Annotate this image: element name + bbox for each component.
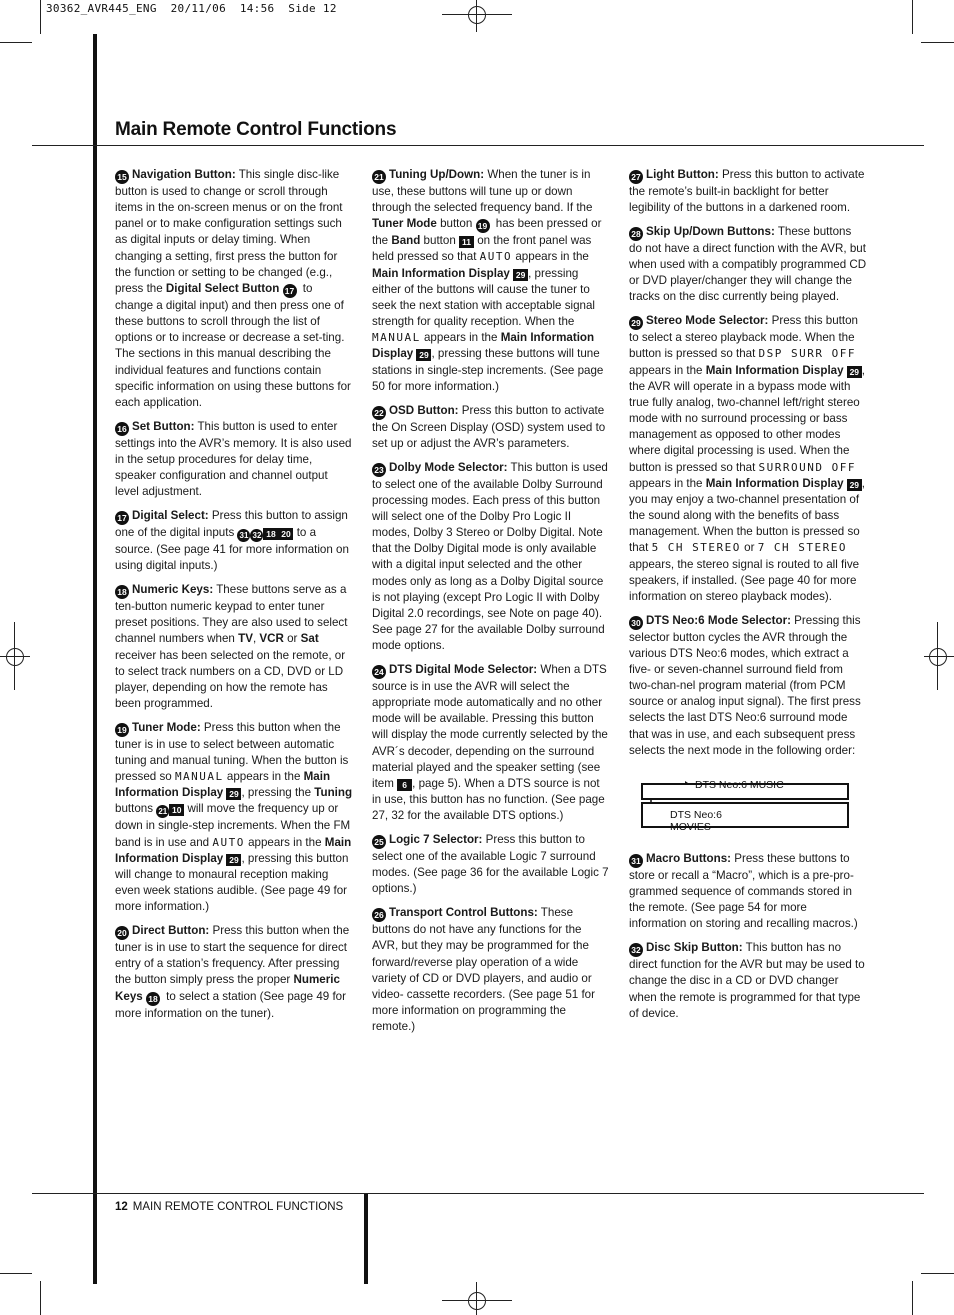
reference-badge: 6: [397, 779, 412, 791]
item-16-set-button: [115, 419, 353, 501]
item-number-badge: 16: [115, 422, 129, 436]
item-heading: Navigation Button:: [132, 168, 236, 181]
item-heading: DTS Neo:6 Mode Selector:: [646, 613, 791, 627]
item-text: Press these buttons to store or recall a “Macro”, which is a pre-pro-grammed sequence of commands stored in the remote. (See page 54 for more information on storing and recalling macros.): [629, 851, 858, 931]
item-heading: Stereo Mode Selector:: [646, 314, 769, 328]
item-number-badge: 28: [629, 227, 643, 241]
item-20-direct-button: [115, 923, 353, 1022]
item-text: , the AVR will operate in a bypass mode with true fully analog, two-channel left/right stereo mode with no surround processing or bass management as opposed to other modes where digital processing is used. When the button is pressed so that: [629, 363, 866, 474]
item-text: on the front panel was held pressed so that: [372, 234, 592, 264]
item-text: When the tuner is in use, these buttons will tune up or down through the selected frequency band. If the: [372, 168, 593, 215]
registration-line: [937, 622, 938, 690]
item-text: These buttons do not have a direct function with the AVR, but when used with a compatibly programmed CD or DVD player/changer they will change the tracks on the disc currently being played.: [629, 225, 867, 304]
reference-badge: 29: [226, 854, 241, 866]
item-number-badge: 19: [115, 723, 129, 737]
inline-bold: Numeric Keys: [115, 973, 340, 1003]
reference-badge: 29: [847, 366, 862, 378]
mode-label-music: DTS Neo:6 MUSIC: [695, 778, 784, 791]
crop-mark: [40, 0, 41, 34]
page-number: 12: [115, 1201, 128, 1213]
item-26-transport-control-buttons: [372, 905, 610, 1035]
item-number-badge: 20: [115, 926, 129, 940]
reference-badge: 20: [278, 528, 293, 540]
item-heading: Dolby Mode Selector:: [389, 460, 508, 474]
item-text: buttons: [115, 802, 157, 816]
item-text: This single disc-like button is used to change or scroll through items in the on-screen menus or on the front panel or to make configuration settings such as digital inputs or delay timing. When changing a setting, first press the button for the function or setting to be changed (e.g., press the: [115, 168, 343, 295]
item-text: Press this button to assign one of the digital inputs: [115, 509, 348, 540]
item-27-light-button: [629, 167, 867, 216]
crop-mark: [912, 0, 913, 34]
reference-badge: 32: [250, 529, 263, 542]
inline-bold: Tuning: [314, 786, 353, 800]
item-32-disc-skip-button: [629, 940, 867, 1022]
neo6-mode-cycle-diagram: [629, 771, 867, 837]
item-28-skip-up-down-buttons: [629, 224, 867, 306]
reference-badge: 31: [237, 529, 250, 542]
footer-section-label: MAIN REMOTE CONTROL FUNCTIONS: [132, 1201, 344, 1213]
item-number-badge: 26: [372, 908, 386, 922]
item-29-stereo-mode-selector: [629, 313, 867, 605]
crop-mark: [921, 1273, 954, 1274]
crop-mark: [0, 1273, 32, 1274]
inline-bold: Tuner Mode: [372, 217, 437, 231]
display-text: SURROUND OFF: [758, 460, 857, 474]
inline-bold: Digital Select Button: [165, 281, 280, 295]
crop-mark: [40, 1281, 41, 1315]
item-heading: Skip Up/Down Buttons:: [646, 225, 775, 238]
page-title: Main Remote Control Functions: [115, 119, 397, 140]
item-heading: OSD Button:: [389, 403, 459, 417]
inline-bold: Main Information Display: [372, 266, 510, 280]
print-slug: 30362_AVR445_ENG 20/11/06 14:56 Side 12: [46, 2, 337, 15]
item-heading: Set Button:: [132, 419, 195, 433]
item-number-badge: 31: [629, 854, 643, 868]
display-text: MANUAL: [372, 331, 421, 345]
item-number-badge: 23: [372, 463, 386, 477]
item-text: appears, the stereo signal is routed to all five speakers, if installed. (See page 40 for more information on stereo playback modes).: [629, 557, 860, 603]
item-text: , page 5). When a DTS source is not in use, this button has no function. (See page 27, 32 for the available DTS options.): [372, 776, 605, 823]
item-text: This button has no direct function for the AVR but may be used to change the disc in a CD or DVD changer when the remote is programmed for that type of device.: [629, 941, 865, 1020]
item-heading: Numeric Keys:: [132, 583, 214, 597]
item-23-dolby-mode-selector: [372, 460, 610, 655]
crop-mark: [0, 42, 32, 43]
reference-badge: 19: [476, 219, 490, 233]
item-25-logic-7-selector: [372, 832, 610, 897]
item-text: Press this button to activate the remote’s built-in backlight for better legibility of the buttons in a darkened room.: [629, 168, 865, 215]
inline-bold: Sat: [300, 632, 319, 646]
item-text: These buttons serve as a ten-button numeric keypad to enter tuner preset positions. They are also used to select channel numbers when: [115, 583, 348, 646]
item-text: Press this button to select a stereo playback mode. When the button is pressed so that: [629, 314, 858, 361]
item-number-badge: 21: [372, 170, 386, 184]
item-number-badge: 22: [372, 406, 386, 420]
item-heading: Disc Skip Button:: [646, 941, 743, 955]
registration-line: [924, 656, 954, 657]
item-text: , pressing the: [241, 786, 315, 800]
item-text: These buttons do not have any functions for the AVR, but they may be programmed for the forward/reverse play operation of a wide variety of CD or DVD players, and audio or video- cassette recorders. (See page 51 for more information on programming the remote.): [372, 906, 595, 1034]
item-15-navigation-button: [115, 167, 353, 411]
registration-line: [476, 0, 477, 32]
item-heading: Logic 7 Selector:: [389, 833, 483, 847]
item-21-tuning-up-down: [372, 167, 610, 395]
column-3: [629, 167, 867, 1030]
inline-bold: Main Information Display: [705, 476, 844, 490]
mode-label-movies: DTS Neo:6: [670, 808, 722, 821]
inline-bold: Main Information Display: [115, 770, 331, 800]
item-text: has been pressed or the: [372, 217, 602, 248]
item-text: or: [740, 541, 758, 555]
crop-mark: [921, 42, 954, 43]
item-text: will move the frequency up or down in single-step increments. When the FM band is in use and: [115, 802, 351, 849]
column-2: [372, 167, 610, 1043]
column-1: [115, 167, 353, 1029]
item-text: This button is used to select one of the available Dolby Surround processing modes. Each press of this button will select one of the Dolby Pro Logic II modes, Dolby 3 Stereo or Dolby Digital. Note that the Dolby Digital mode is only available with a digital input selected and the other modes only as long as a Dolby Digital source is not playing (except Pro Logic II with Dolby Digital 2.0 recordings, see Note on page 40). See page 27 for the available Dolby surround mode options.: [372, 460, 608, 653]
item-text: Press this button to select one of the available Logic 7 surround modes. (See page 36 for the available Logic 7 options.): [372, 833, 609, 896]
item-text: , pressing these buttons will tune stations in single-step increments. (See page 50 for more information.): [372, 347, 604, 393]
item-text: button: [420, 234, 460, 248]
reference-badge: 18: [263, 528, 278, 540]
registration-line: [14, 622, 15, 690]
reference-badge: 29: [847, 479, 862, 491]
footer-bar: [364, 1194, 368, 1284]
reference-badge: 11: [459, 236, 474, 248]
item-number-badge: 25: [372, 835, 386, 849]
item-text: appears in the: [244, 835, 325, 849]
item-text: , pressing either of the buttons will cause the tuner to seek the next station with acceptable signal strength for quality reception. When the: [372, 266, 595, 329]
item-heading: Macro Buttons:: [646, 851, 732, 865]
item-text: to change a digital input) and then press one of these buttons to scroll through the list of options or to increase or decrease a set-ting. The sections in this manual describing the individual features and functions contain specific information on using these buttons for each application.: [115, 281, 351, 409]
item-text: to select a station (See page 49 for more information on the tuner).: [115, 989, 346, 1020]
item-text: Press this button when the tuner is in use to select between automatic tuning and manual tuning. When the button is pressed so: [115, 720, 349, 784]
item-number-badge: 15: [115, 170, 129, 184]
item-text: , pressing this button will change to monaural reception making even week stations audible. (See page 49 for more information.): [115, 851, 349, 914]
item-text: to a source. (See page 41 for more information on using digital inputs.): [115, 526, 349, 573]
item-text: Press this button when the tuner is in use to start the sequence for direct entry of a station’s frequency. After pressing the button simply press the proper: [115, 924, 350, 987]
inline-bold: Main Information Display: [372, 331, 595, 361]
item-text: Press this button to activate the On Screen Display (OSD) system used to set up or adjust the AVR’s parameters.: [372, 403, 606, 450]
display-text: 5 CH STEREO: [651, 541, 741, 555]
inline-bold: TV: [238, 632, 253, 646]
inline-bold: Band: [391, 234, 421, 248]
item-17-digital-select: [115, 508, 353, 574]
registration-mark-left: [6, 648, 24, 666]
item-text: receiver has been selected on the remote, or to select track numbers on a CD, DVD or LD player, depending on how the remote has been programmed.: [115, 648, 346, 710]
item-number-badge: 24: [372, 665, 386, 679]
item-number-badge: 17: [115, 511, 129, 525]
item-heading: Light Button:: [646, 168, 719, 181]
item-text: button: [436, 217, 476, 231]
inline-bold: Main Information Display: [115, 835, 352, 865]
item-text: appears in the: [420, 331, 501, 345]
registration-mark-right: [929, 648, 947, 666]
footer-rule: [32, 1193, 924, 1194]
item-24-dts-digital-mode-selector: [372, 662, 610, 824]
reference-badge: 21: [156, 805, 169, 818]
item-text: appears in the: [629, 476, 706, 490]
item-text: This button is used to enter settings into the AVR’s memory. It is also used in the setup procedures for delay time, speaker configuration and channel output level adjustment.: [115, 419, 352, 499]
registration-line: [442, 14, 512, 15]
display-text: AUTO: [479, 250, 513, 264]
reference-badge: 10: [169, 804, 184, 816]
reference-badge: 29: [416, 349, 431, 361]
item-number-badge: 30: [629, 616, 643, 630]
item-30-dts-neo6-mode-selector: [629, 613, 867, 759]
item-number-badge: 27: [629, 170, 643, 184]
item-number-badge: 18: [115, 585, 129, 599]
item-number-badge: 29: [629, 316, 643, 330]
registration-mark-top: [468, 6, 486, 24]
item-22-osd-button: [372, 403, 610, 452]
inline-bold: VCR: [259, 632, 284, 646]
inline-bold: Main Information Display: [705, 363, 844, 377]
item-text: , you may enjoy a two-channel presentation of the sound along with the benefits of bass management. When the button is pressed so that: [629, 476, 866, 555]
side-bar: [93, 34, 97, 1284]
item-number-badge: 32: [629, 943, 643, 957]
reference-badge: 18: [146, 992, 160, 1006]
crop-mark: [912, 1281, 913, 1315]
display-text: AUTO: [212, 835, 245, 849]
item-19-tuner-mode: [115, 720, 353, 916]
reference-badge: 17: [283, 284, 297, 298]
item-text: appears in the: [223, 770, 304, 784]
registration-line: [0, 656, 30, 657]
page-footer: [115, 1201, 343, 1213]
registration-mark-bottom: [468, 1292, 486, 1310]
mode-label-movies-line2: MOVIES: [670, 820, 711, 833]
item-heading: DTS Digital Mode Selector:: [389, 662, 538, 676]
item-text: or: [283, 632, 301, 646]
item-heading: Tuner Mode:: [132, 720, 201, 734]
item-heading: Digital Select:: [132, 509, 209, 523]
item-text: appears in the: [512, 250, 589, 264]
item-31-macro-buttons: [629, 851, 867, 933]
item-text: When a DTS source is in use the AVR will select the appropriate mode automatically and no other mode will be available. Pressing this button will display the mode currently selected by the AVR´s decoder, depending on the surround material played and the speaker setting (see item: [372, 662, 608, 790]
registration-line: [442, 1300, 512, 1301]
display-text: DSP SURR OFF: [758, 347, 857, 361]
title-rule: [32, 145, 924, 146]
registration-line: [476, 1282, 477, 1315]
item-text: Pressing this selector button cycles the AVR through the various DTS Neo:6 modes, which extract a five- or seven-channel surround field from two-chan-nel program material (from PCM source or analog input signal). The first press selects the last DTS Neo:6 surround mode that was in use, and each subsequent press selects the next mode in the following order:: [629, 613, 861, 757]
item-text: appears in the: [629, 363, 706, 377]
display-text: 7 CH STEREO: [757, 541, 848, 555]
item-18-numeric-keys: [115, 582, 353, 712]
reference-badge: 29: [513, 269, 528, 281]
reference-badge: 29: [226, 788, 241, 800]
item-heading: Direct Button:: [132, 924, 210, 938]
item-heading: Tuning Up/Down:: [389, 168, 485, 181]
item-text: ,: [252, 632, 260, 646]
item-heading: Transport Control Buttons:: [389, 906, 538, 920]
display-text: MANUAL: [174, 770, 224, 784]
